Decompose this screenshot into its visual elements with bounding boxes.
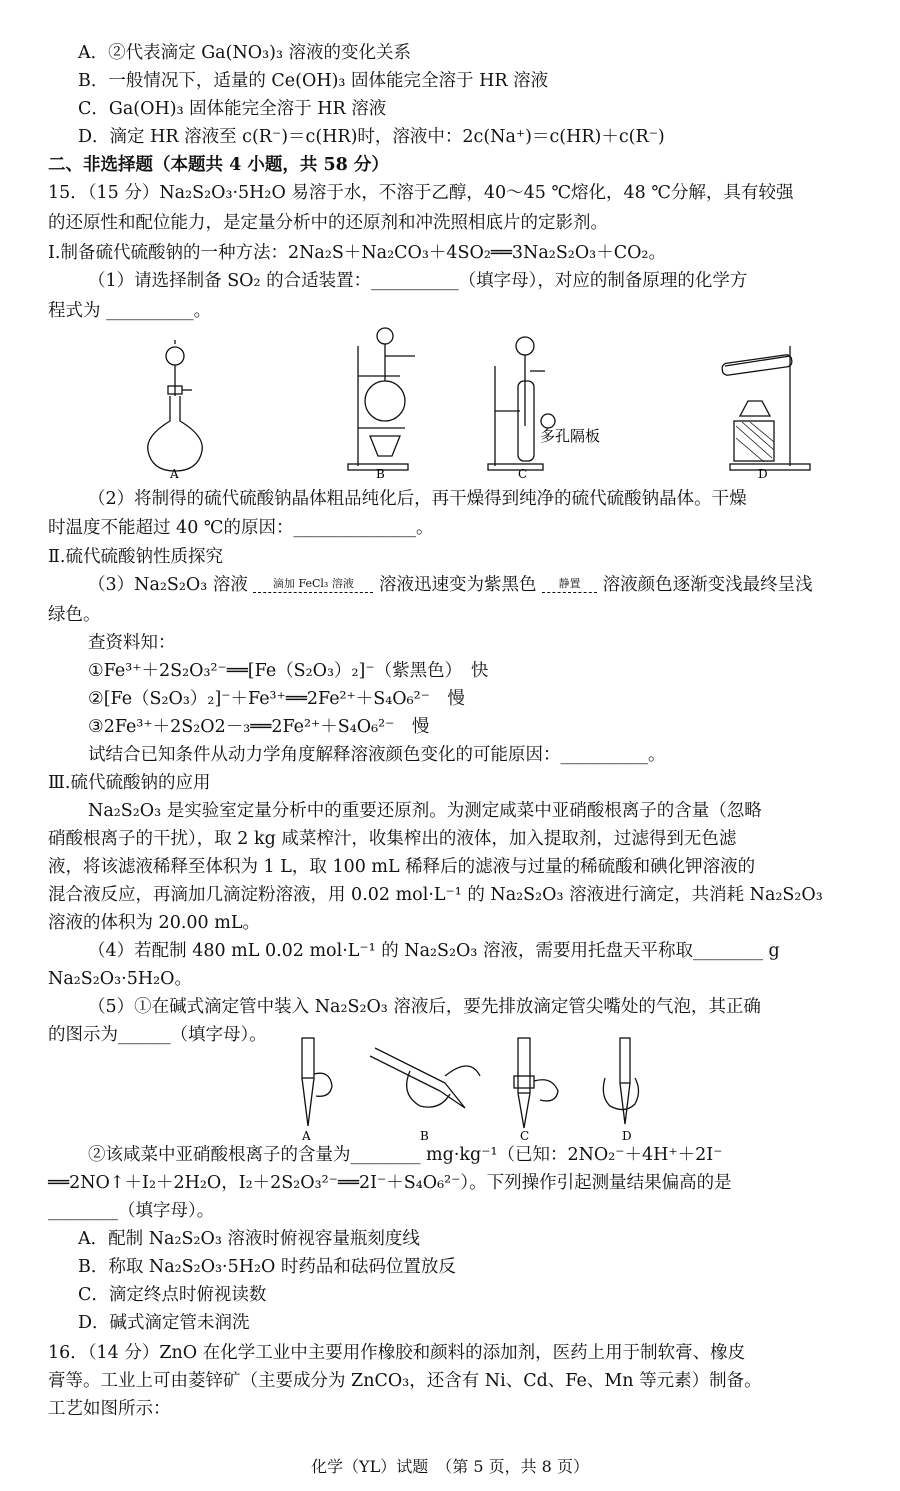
q5-line4: ══2NO↑＋I₂＋2H₂O，I₂＋2S₂O₃²⁻══2I⁻＋S₄O₆²⁻）。下列操作引起测量结果偏高的是 bbox=[48, 1173, 732, 1193]
q15-q3-line1 bbox=[88, 572, 870, 599]
apparatus-b-icon bbox=[348, 328, 415, 470]
q4-line1: （4）若配制 480 mL 0.02 mol·L⁻¹ 的 Na₂S₂O₃ 溶液，需要用托盘天平称取________ g bbox=[88, 941, 780, 961]
q4-line2: Na₂S₂O₃·5H₂O。 bbox=[48, 969, 192, 989]
q3-end: 溶液颜色逐渐变浅最终呈浅 bbox=[602, 575, 813, 595]
p3-line3: 液，将该滤液稀释至体积为 1 L，取 100 mL 稀释后的滤液与过量的稀硫酸和碘化钾溶液的 bbox=[48, 857, 756, 877]
p3-line5: 溶液的体积为 20.00 mL。 bbox=[48, 913, 260, 933]
q3-arrow-2-label: 静置 bbox=[558, 577, 581, 590]
burette-label-b: B bbox=[420, 1129, 429, 1143]
apparatus-label-c: C bbox=[518, 467, 528, 481]
p3-line4: 混合液反应，再滴加几滴淀粉溶液，用 0.02 mol·L⁻¹ 的 Na₂S₂O₃ 溶液进行滴定，共消耗 Na₂S₂O₃ bbox=[48, 885, 823, 905]
q3-arrow-2 bbox=[542, 578, 597, 593]
option-a: A．②代表滴定 Ga(NO₃)₃ 溶液的变化关系 bbox=[78, 43, 412, 63]
q15-q1-line1: （1）请选择制备 SO₂ 的合适装置：__________（填字母），对应的制备原理的化学方 bbox=[88, 271, 748, 291]
q15-part2: Ⅱ.硫代硫酸钠性质探究 bbox=[48, 547, 223, 567]
burette-a-icon bbox=[302, 1038, 332, 1126]
q16-line1: 16．（14 分）ZnO 在化学工业中主要用作橡胶和颜料的添加剂，医药上用于制软膏、橡皮 bbox=[48, 1343, 746, 1363]
p3-line1: Na₂S₂O₃ 是实验室定量分析中的重要还原剂。为测定咸菜中亚硝酸根离子的含量（忽略 bbox=[88, 801, 762, 821]
page-footer: 化学（YL）试题 （第 5 页，共 8 页） bbox=[311, 1457, 589, 1476]
q15-part1: Ⅰ.制备硫代硫酸钠的一种方法：2Na₂S＋Na₂CO₃＋4SO₂══3Na₂S₂O₃＋CO₂。 bbox=[48, 243, 666, 263]
q3-arrow-1 bbox=[253, 578, 373, 593]
porous-plate-label: 多孔隔板 bbox=[540, 427, 601, 445]
apparatus-a-icon bbox=[148, 340, 203, 471]
apparatus-figure bbox=[130, 326, 850, 486]
option-b: B．一般情况下，适量的 Ce(OH)₃ 固体能完全溶于 HR 溶液 bbox=[78, 71, 549, 91]
choice-d: D．碱式滴定管未润洗 bbox=[78, 1313, 250, 1333]
reaction-1: ①Fe³⁺＋2S₂O₃²⁻══[Fe（S₂O₃）₂]⁻（紫黑色） 快 bbox=[88, 661, 489, 681]
q16-line2: 膏等。工业上可由菱锌矿（主要成分为 ZnCO₃，还含有 Ni、Cd、Fe、Mn 等元素）制备。 bbox=[48, 1371, 762, 1391]
apparatus-label-b: B bbox=[376, 467, 385, 481]
burette-c-icon bbox=[514, 1038, 558, 1128]
apparatus-d-icon bbox=[722, 346, 810, 470]
burette-label-a: A bbox=[302, 1129, 311, 1143]
apparatus-label-d: D bbox=[758, 467, 768, 481]
option-c: C．Ga(OH)₃ 固体能完全溶于 HR 溶液 bbox=[78, 99, 387, 119]
p3-line2: 硝酸根离子的干扰），取 2 kg 咸菜榨汁，收集榨出的液体，加入提取剂，过滤得到无色滤 bbox=[48, 829, 737, 849]
q15-q1-line2: 程式为 __________。 bbox=[48, 301, 212, 321]
q5-line1: （5）①在碱式滴定管中装入 Na₂S₂O₃ 溶液后，要先排放滴定管尖嘴处的气泡，其正确 bbox=[88, 997, 761, 1017]
reaction-2: ②[Fe（S₂O₃）₂]⁻＋Fe³⁺══2Fe²⁺＋S₄O₆²⁻ 慢 bbox=[88, 689, 465, 709]
q15-q2-line2: 时温度不能超过 40 ℃的原因：______________。 bbox=[48, 518, 434, 538]
q15-q3-line2: 绿色。 bbox=[48, 605, 101, 625]
burette-label-d: D bbox=[622, 1129, 632, 1143]
q3-start: （3）Na₂S₂O₃ 溶液 bbox=[88, 575, 248, 595]
q3-mid: 溶液迅速变为紫黑色 bbox=[378, 575, 537, 595]
option-d: D．滴定 HR 溶液至 c(R⁻)＝c(HR)时，溶液中：2c(Na⁺)＝c(HR)＋c(R⁻) bbox=[78, 127, 665, 147]
apparatus-c-icon bbox=[488, 337, 555, 470]
q5-line3: ②该咸菜中亚硝酸根离子的含量为________ mg·kg⁻¹（已知：2NO₂⁻＋4H⁺＋2I⁻ bbox=[88, 1145, 723, 1165]
choice-c: C．滴定终点时俯视读数 bbox=[78, 1285, 267, 1305]
burette-b-icon bbox=[370, 1048, 480, 1108]
q15-part3: Ⅲ.硫代硫酸钠的应用 bbox=[48, 773, 211, 793]
burette-figure bbox=[290, 1036, 670, 1144]
q3-question: 试结合已知条件从动力学角度解释溶液颜色变化的可能原因：__________。 bbox=[88, 745, 666, 765]
q15-intro-2: 的还原性和配位能力，是定量分析中的还原剂和冲洗照相底片的定影剂。 bbox=[48, 213, 608, 233]
q3-arrow-1-label: 滴加 FeCl₃ 溶液 bbox=[272, 577, 354, 590]
reaction-3: ③2Fe³⁺＋2S₂O2－₃══2Fe²⁺＋S₄O₆²⁻ 慢 bbox=[88, 717, 430, 737]
lookup-label: 查资料知： bbox=[88, 633, 176, 653]
apparatus-label-a: A bbox=[170, 467, 179, 481]
q15-intro-1: 15．（15 分）Na₂S₂O₃·5H₂O 易溶于水，不溶于乙醇，40～45 ℃熔化，48 ℃分解，具有较强 bbox=[48, 183, 794, 203]
q16-line3: 工艺如图所示： bbox=[48, 1399, 171, 1419]
burette-label-c: C bbox=[520, 1129, 530, 1143]
burette-d-icon bbox=[603, 1038, 638, 1124]
choice-b: B．称取 Na₂S₂O₃·5H₂O 时药品和砝码位置放反 bbox=[78, 1257, 456, 1277]
section-title: 二、非选择题（本题共 4 小题，共 58 分） bbox=[48, 155, 389, 175]
choice-a: A．配制 Na₂S₂O₃ 溶液时俯视容量瓶刻度线 bbox=[78, 1229, 420, 1249]
q5-line2: 的图示为______（填字母）。 bbox=[48, 1025, 267, 1045]
q5-line5: ________（填字母）。 bbox=[48, 1201, 215, 1221]
q15-q2-line1: （2）将制得的硫代硫酸钠晶体粗品纯化后，再干燥得到纯净的硫代硫酸钠晶体。干燥 bbox=[88, 489, 747, 509]
